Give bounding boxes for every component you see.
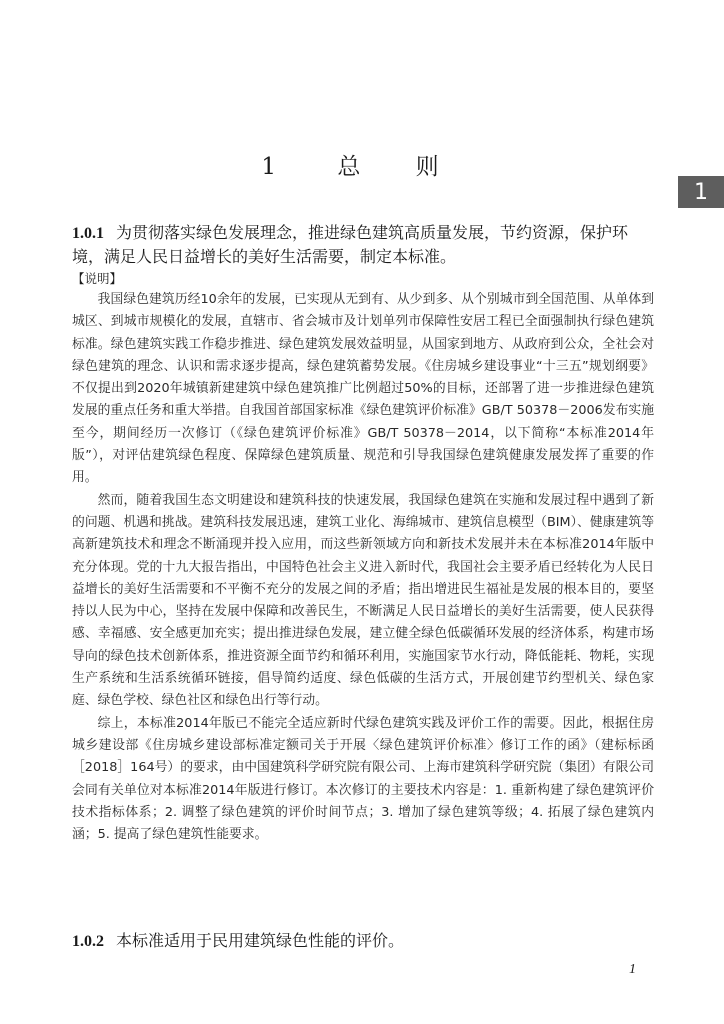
chapter-number: 1 <box>261 154 278 180</box>
clause-1-0-2 <box>72 929 654 953</box>
explanation-paragraph: 然而，随着我国生态文明建设和建筑科技的快速发展，我国绿色建筑在实施和发展过程中遇到了新的问题、机遇和挑战。建筑科技发展迅速，建筑工业化、海绵城市、建筑信息模型（BIM）、健康建筑等高新建筑技术和理念不断涌现并投入应用，而这些新领域方向和新技术发展并未在本标准2014年版中充分体现。党的十九大报告指出，中国特色社会主义进入新时代，我国社会主要矛盾已经转化为人民日益增长的美好生活需要和不平衡不充分的发展之间的矛盾；指出增进民生福祉是发展的根本目的，要坚持以人民为中心，坚持在发展中保障和改善民生，不断满足人民日益增长的美好生活需要，使人民获得感、幸福感、安全感更加充实；提出推进绿色发展，建立健全绿色低碳循环发展的经济体系，构建市场导向的绿色技术创新体系，推进资源全面节约和循环利用，实施国家节水行动，降低能耗、物耗，实现生产系统和生活系统循环链接，倡导简约适度、绿色低碳的生活方式，开展创建节约型机关、绿色家庭、绿色学校、绿色社区和绿色出行等行动。 <box>72 492 654 709</box>
page-number: 1 <box>629 962 636 977</box>
explanation-paragraph: 综上，本标准2014年版已不能完全适应新时代绿色建筑实践及评价工作的需要。因此，根据住房城乡建设部《住房城乡建设部标准定额司关于开展〈绿色建筑评价标准〉修订工作的函》（建标标函［2018］164号）的要求，由中国建筑科学研究院有限公司、上海市建筑科学研究院（集团）有限公司会同有关单位对本标准2014年版进行修订。本次修订的主要技术内容是：1. 重新构建了绿色建筑评价技术指标体系；2. 调整了绿色建筑的评价时间节点；3. 增加了绿色建筑等级；4. 拓展了绿色建筑内涵；5. 提高了绿色建筑性能要求。 <box>72 715 654 843</box>
explanation-paragraph: 我国绿色建筑历经10余年的发展，已实现从无到有、从少到多、从个别城市到全国范围、从单体到城区、到城市规模化的发展，直辖市、省会城市及计划单列市保障性安居工程已全面强制执行绿色建筑标准。绿色建筑实践工作稳步推进、绿色建筑发展效益明显，从国家到地方、从政府到公众，全社会对绿色建筑的理念、认识和需求逐步提高，绿色建筑蓄势发展。《住房城乡建设事业“十三五”规划纲要》不仅提出到2020年城镇新建建筑中绿色建筑推广比例超过50%的目标，还部署了进一步推进绿色建筑发展的重点任务和重大举措。自我国首部国家标准《绿色建筑评价标准》GB/T 50378－2006发布实施至今，期间经历一次修订（《绿色建筑评价标准》GB/T 50378－2014，以下简称“本标准2014年版”），对评估建筑绿色程度、保障绿色建筑质量、规范和引导我国绿色建筑健康发展发挥了重要的作用。 <box>72 292 654 486</box>
clause-text: 为贯彻落实绿色发展理念，推进绿色建筑高质量发展，节约资源，保护环境，满足人民日益增长的美好生活需要，制定本标准。 <box>72 223 629 266</box>
clause-number: 1.0.2 <box>72 933 104 950</box>
clause-text: 本标准适用于民用建筑绿色性能的评价。 <box>116 931 405 950</box>
explanation-body <box>72 289 654 846</box>
chapter-title <box>0 148 724 181</box>
clause-number: 1.0.1 <box>72 225 104 242</box>
clause-1-0-1 <box>72 221 654 268</box>
explanation-tag: 【说明】 <box>72 271 123 286</box>
chapter-title-char-2: 则 <box>415 154 441 180</box>
chapter-side-tab: 1 <box>678 176 724 208</box>
chapter-title-char-1: 总 <box>337 154 363 180</box>
